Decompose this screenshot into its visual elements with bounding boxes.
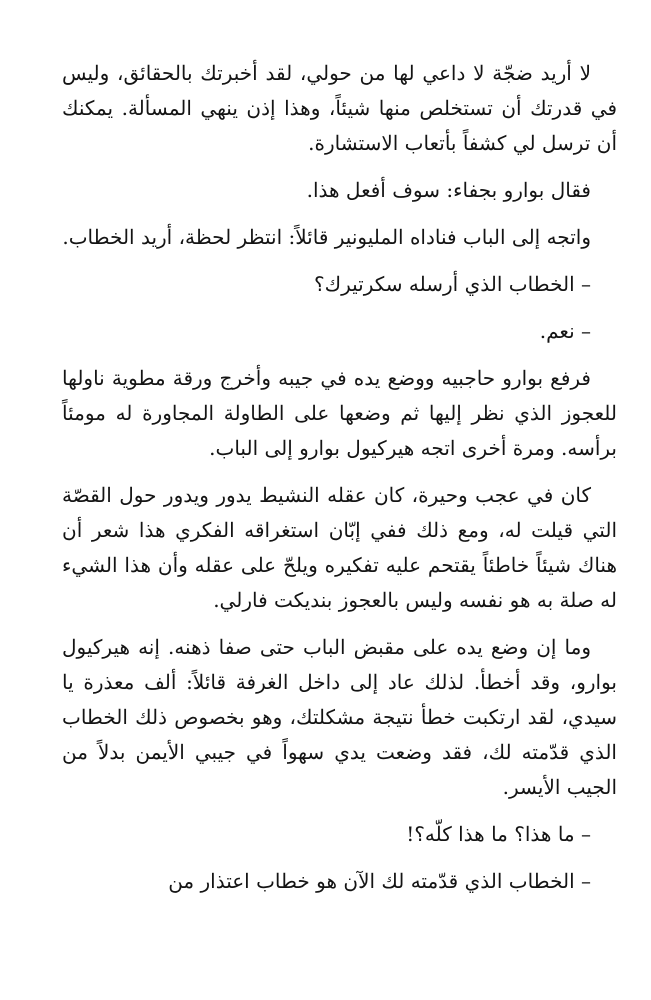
paragraph-apology-letter: – الخطاب الذي قدّمته لك الآن هو خطاب اعتذار من (168, 869, 591, 893)
book-page-text (62, 56, 617, 911)
paragraph-poirot-thinking: كان في عجب وحيرة، كان عقله النشيط يدور ويدور حول القصّة التي قيلت له، ومع ذلك ففي إبّان استغراقه الفكري هذا شعر أن هناك شيئاً خاطئاً يقتحم عليه تفكيره ويلحّ على عقله وأن هذا الشيء له صلة به هو نفسه وليس بالعجوز بنديكت فارلي. (62, 483, 617, 612)
paragraph-refusal: لا أريد ضجّة لا داعي لها من حولي، لقد أخبرتك بالحقائق، وليس في قدرتك أن تستخلص منها شيئاً، وهذا إذن ينهي المسألة. يمكنك أن ترسل لي كشفاً بأتعاب الاستشارة. (62, 61, 617, 155)
paragraph-letter-handover: فرفع بوارو حاجبيه ووضع يده في جيبه وأخرج ورقة مطوية ناولها للعجوز الذي نظر إليها ثم وضعها على الطاولة المجاورة له مومئاً برأسه. ومرة أخرى اتجه هيركيول بوارو إلى الباب. (62, 366, 617, 460)
dialogue-line: – نعم. (539, 319, 591, 343)
paragraph-millionaire-calls: واتجه إلى الباب فناداه المليونير قائلاً: انتظر لحظة، أريد الخطاب. (62, 225, 591, 249)
dialogue-line: – ما هذا؟ ما هذا كلّه؟! (406, 822, 591, 846)
paragraph-poirot-reply: فقال بوارو بجفاء: سوف أفعل هذا. (306, 178, 591, 202)
paragraph-poirot-returns: وما إن وضع يده على مقبض الباب حتى صفا ذهنه. إنه هيركيول بوارو، وقد أخطأ. لذلك عاد إلى داخل الغرفة قائلاً: ألف معذرة يا سيدي، لقد ارتكبت خطأ نتيجة مشكلتك، وهو بخصوص ذلك الخطاب الذي قدّمته لك، فقد وضعت يدي سهواً في جيبي الأيمن بدلاً من الجيب الأيسر. (62, 635, 617, 799)
dialogue-line: – الخطاب الذي أرسله سكرتيرك؟ (313, 272, 591, 296)
